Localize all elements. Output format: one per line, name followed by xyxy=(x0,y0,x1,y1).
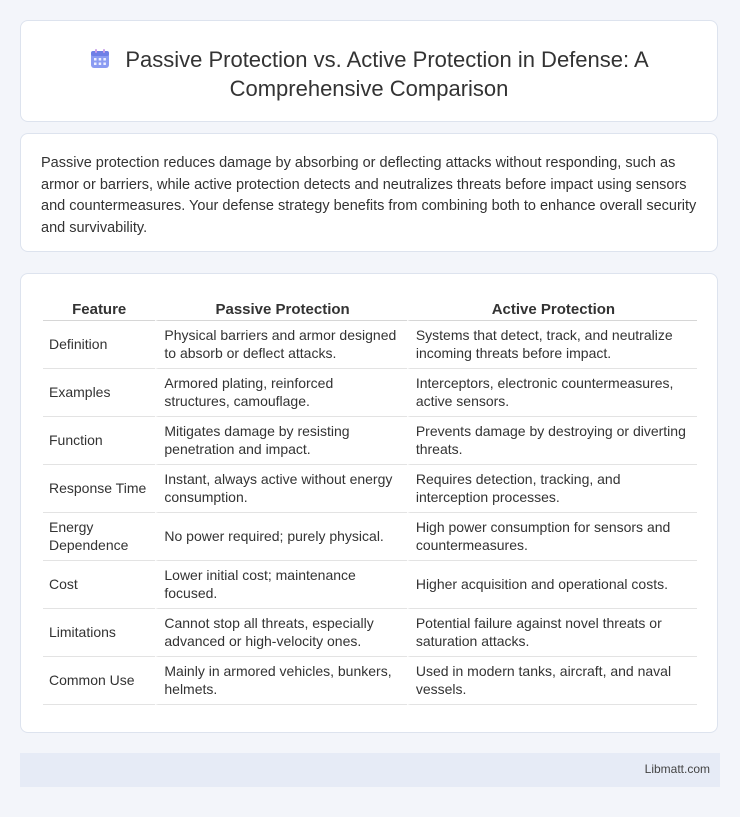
header-passive: Passive Protection xyxy=(155,296,406,321)
row-feature: Common Use xyxy=(43,657,155,705)
row-feature: Response Time xyxy=(43,465,155,513)
title-card xyxy=(20,20,718,122)
table-row xyxy=(43,417,697,465)
row-passive: Armored plating, reinforced structures, camouflage. xyxy=(155,369,406,417)
row-feature: Examples xyxy=(43,369,155,417)
row-passive: Mitigates damage by resisting penetration and impact. xyxy=(155,417,406,465)
page-title-block xyxy=(21,45,717,103)
row-active: Potential failure against novel threats or saturation attacks. xyxy=(407,609,697,657)
footer-brand-link[interactable]: Libmatt.com xyxy=(644,762,710,776)
row-active: Interceptors, electronic countermeasures, active sensors. xyxy=(407,369,697,417)
table-row xyxy=(43,465,697,513)
header-active: Active Protection xyxy=(407,296,697,321)
table-row xyxy=(43,321,697,369)
header-feature: Feature xyxy=(43,296,155,321)
row-active: Requires detection, tracking, and interception processes. xyxy=(407,465,697,513)
row-active: Higher acquisition and operational costs. xyxy=(407,561,697,609)
page-title: Passive Protection vs. Active Protection in Defense: A Comprehensive Comparison xyxy=(125,47,649,101)
table-row xyxy=(43,657,697,705)
row-feature: Limitations xyxy=(43,609,155,657)
table-row xyxy=(43,513,697,561)
table-row xyxy=(43,609,697,657)
calendar-grid-icon xyxy=(89,48,111,70)
intro-paragraph: Passive protection reduces damage by absorbing or deflecting attacks without responding, such as armor or barriers, while active protection detects and neutralizes threats before impact using sensors and countermeasures. Your defense strategy benefits from combining both to enhance overall security and survivability. xyxy=(41,155,697,236)
row-passive: Mainly in armored vehicles, bunkers, helmets. xyxy=(155,657,406,705)
row-feature: Energy Dependence xyxy=(43,513,155,561)
comparison-table xyxy=(43,296,697,705)
row-feature: Definition xyxy=(43,321,155,369)
intro-card xyxy=(20,133,718,252)
row-active: Systems that detect, track, and neutralize incoming threats before impact. xyxy=(407,321,697,369)
row-passive: Lower initial cost; maintenance focused. xyxy=(155,561,406,609)
comparison-table-card xyxy=(20,273,718,733)
row-active: Used in modern tanks, aircraft, and naval vessels. xyxy=(407,657,697,705)
footer-bar xyxy=(20,753,720,787)
row-passive: Instant, always active without energy consumption. xyxy=(155,465,406,513)
table-row xyxy=(43,369,697,417)
row-feature: Function xyxy=(43,417,155,465)
row-passive: Physical barriers and armor designed to absorb or deflect attacks. xyxy=(155,321,406,369)
row-active: Prevents damage by destroying or diverting threats. xyxy=(407,417,697,465)
row-active: High power consumption for sensors and countermeasures. xyxy=(407,513,697,561)
row-passive: Cannot stop all threats, especially advanced or high-velocity ones. xyxy=(155,609,406,657)
table-header-row xyxy=(43,296,697,321)
table-row xyxy=(43,561,697,609)
row-feature: Cost xyxy=(43,561,155,609)
row-passive: No power required; purely physical. xyxy=(155,513,406,561)
